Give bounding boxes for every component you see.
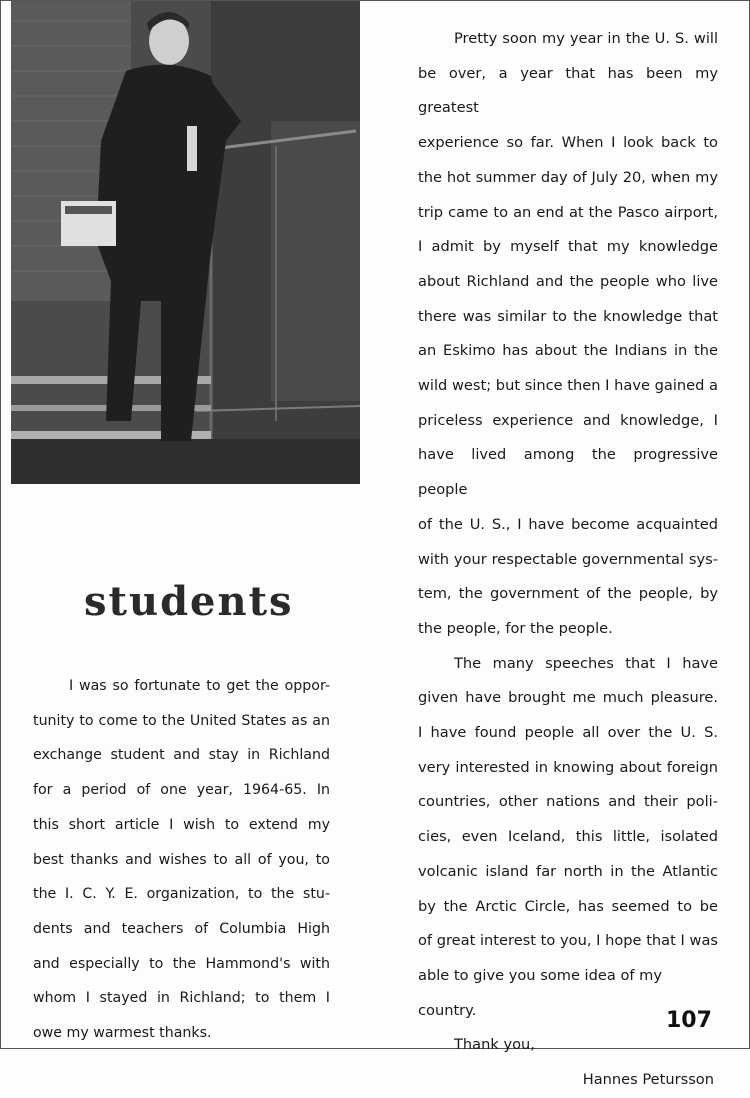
right-text-line: The many speeches that I have: [454, 654, 718, 672]
left-text-line: owe my warmest thanks.: [33, 1025, 212, 1042]
right-text-line: priceless experience and knowledge, I: [418, 411, 718, 429]
right-text-line: there was similar to the knowledge that: [418, 307, 718, 325]
right-text-line: have lived among the progressive people: [418, 446, 718, 499]
right-text-line: with your respectable governmental sys-: [418, 550, 718, 568]
right-text-line: of great interest to you, I hope that I was: [418, 932, 718, 950]
left-text-line: dents and teachers of Columbia High: [33, 920, 330, 937]
left-text-line: best thanks and wishes to all of you, to: [33, 851, 330, 868]
right-text-line: very interested in knowing about foreign: [418, 758, 718, 776]
signoff: Thank you,: [454, 1036, 535, 1054]
right-text-line: by the Arctic Circle, has seemed to be: [418, 897, 718, 915]
photo-illustration: [11, 1, 360, 484]
right-text-line: of the U. S., I have become acquainted: [418, 515, 718, 533]
right-text-line: experience so far. When I look back to: [418, 134, 718, 152]
right-text-line: Pretty soon my year in the U. S. will: [454, 30, 718, 47]
left-column: [33, 669, 330, 1051]
left-text-line: the I. C. Y. E. organization, to the stu-: [33, 886, 330, 903]
right-text-line: trip came to an end at the Pasco airport,: [418, 203, 718, 221]
section-heading: students: [84, 578, 294, 625]
left-text-line: for a period of one year, 1964-65. In: [33, 782, 330, 799]
right-text-line: the people, for the people.: [418, 619, 613, 637]
left-text-line: I was so fortunate to get the oppor-: [69, 678, 330, 694]
right-text-line: able to give you some idea of my country.: [418, 966, 662, 1019]
left-text-line: this short article I wish to extend my: [33, 816, 330, 833]
left-text-line: and especially to the Hammond's with: [33, 955, 330, 972]
right-text-line: the hot summer day of July 20, when my: [418, 168, 718, 186]
left-text-line: exchange student and stay in Richland: [33, 747, 330, 764]
right-text-line: I admit by myself that my knowledge: [418, 238, 718, 256]
right-text-line: cies, even Iceland, this little, isolated: [418, 828, 718, 846]
right-text-line: tem, the government of the people, by: [418, 585, 718, 603]
left-text-line: whom I stayed in Richland; to them I: [33, 990, 330, 1007]
right-column: [418, 22, 718, 1098]
right-text-line: an Eskimo has about the Indians in the: [418, 342, 718, 360]
right-text-line: about Richland and the people who live: [418, 272, 718, 290]
right-text-line: volcanic island far north in the Atlantic: [418, 862, 718, 880]
right-text-line: wild west; but since then I have gained a: [418, 377, 718, 395]
right-text-line: I have found people all over the U. S.: [418, 724, 718, 742]
page-number: 107: [666, 1008, 712, 1033]
signature: Hannes Petursson: [582, 1071, 714, 1089]
right-text-line: countries, other nations and their poli-: [418, 793, 718, 811]
left-text-line: tunity to come to the United States as an: [33, 712, 330, 729]
right-text-line: given have brought me much pleasure.: [418, 689, 718, 707]
student-photo: [11, 1, 360, 484]
right-text-line: be over, a year that has been my greatest: [418, 64, 718, 117]
